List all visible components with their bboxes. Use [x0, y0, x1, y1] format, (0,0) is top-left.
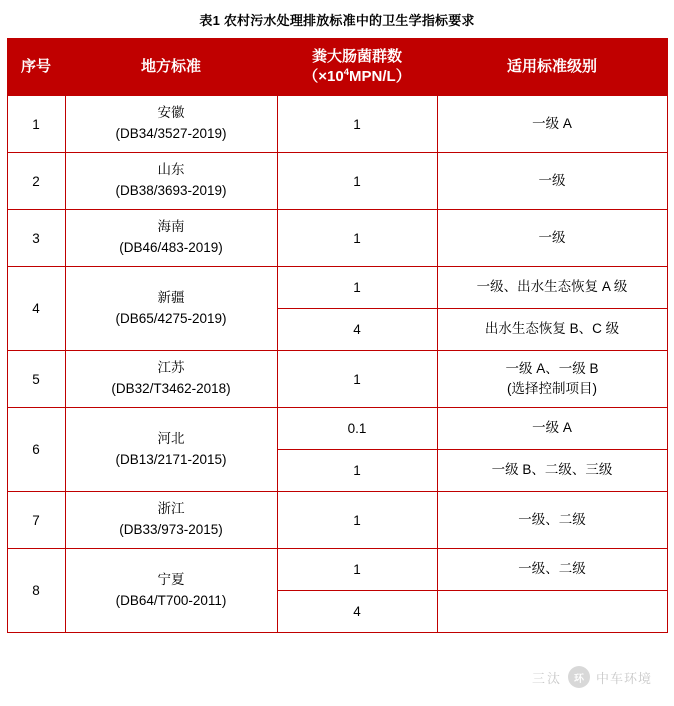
row-no: 5	[7, 351, 65, 408]
sanitary-indicator-table	[7, 38, 668, 633]
header-coliform-prefix: （×10	[303, 68, 344, 85]
row-region: 宁夏	[157, 571, 185, 587]
row-standard	[65, 96, 277, 153]
row-no: 7	[7, 492, 65, 549]
row-code: (DB65/4275-2019)	[115, 310, 227, 326]
row-coliform: 1	[277, 267, 437, 309]
row-region: 海南	[157, 219, 185, 235]
row-code: (DB38/3693-2019)	[115, 183, 227, 198]
row-code: (DB13/2171-2015)	[115, 451, 227, 467]
table-row	[7, 351, 667, 408]
row-code: (DB32/T3462-2018)	[111, 381, 231, 396]
row-code: (DB64/T700-2011)	[115, 592, 227, 608]
table-row	[7, 210, 667, 267]
row-no: 3	[7, 210, 65, 267]
table-row	[7, 96, 667, 153]
table-row	[7, 492, 667, 549]
header-coliform	[277, 39, 437, 96]
row-region: 浙江	[157, 501, 185, 517]
header-coliform-exponent: 4	[343, 67, 350, 78]
row-grade: 一级、出水生态恢复 A 级	[437, 267, 667, 309]
header-row	[7, 39, 667, 96]
table-caption: 表1 农村污水处理排放标准中的卫生学指标要求	[199, 13, 475, 28]
row-grade: 一级	[437, 210, 667, 267]
row-coliform: 4	[277, 591, 437, 633]
row-grade	[437, 351, 667, 408]
row-grade	[437, 591, 667, 633]
header-coliform-suffix: MPN/L）	[349, 68, 411, 85]
row-grade: 一级 A	[437, 96, 667, 153]
watermark-mark: 三汰	[531, 670, 562, 686]
row-no: 8	[7, 549, 65, 633]
watermark-logo-icon: 环	[568, 666, 590, 688]
row-coliform: 1	[277, 210, 437, 267]
row-grade: 一级、二级	[437, 492, 667, 549]
row-region: 安徽	[157, 105, 185, 121]
row-grade: 一级	[437, 153, 667, 210]
row-grade: 一级 B、二级、三级	[437, 450, 667, 492]
row-coliform: 1	[277, 450, 437, 492]
row-region: 山东	[157, 162, 185, 178]
row-coliform: 4	[277, 309, 437, 351]
row-grade-line1: 一级 A、一级 B	[505, 360, 599, 376]
row-region: 河北	[157, 430, 185, 446]
watermark	[532, 666, 652, 688]
row-grade-line2: (选择控制项目)	[507, 381, 597, 396]
row-standard	[65, 351, 277, 408]
header-standard: 地方标准	[65, 39, 277, 96]
row-coliform: 1	[277, 549, 437, 591]
row-region: 江苏	[157, 360, 185, 376]
row-code: (DB46/483-2019)	[119, 240, 223, 255]
row-no: 6	[7, 408, 65, 492]
row-standard	[65, 267, 277, 351]
row-standard	[65, 549, 277, 633]
row-standard	[65, 153, 277, 210]
watermark-text: 中车环境	[595, 670, 652, 686]
row-grade: 一级 A	[437, 408, 667, 450]
row-no: 4	[7, 267, 65, 351]
table-row	[7, 408, 667, 450]
row-coliform: 1	[277, 351, 437, 408]
row-no: 1	[7, 96, 65, 153]
row-coliform: 1	[277, 153, 437, 210]
row-no: 2	[7, 153, 65, 210]
row-standard	[65, 492, 277, 549]
header-coliform-line2	[278, 67, 437, 87]
table-row	[7, 549, 667, 591]
row-grade: 一级、二级	[437, 549, 667, 591]
row-region: 新疆	[157, 289, 185, 305]
table-row	[7, 153, 667, 210]
row-standard	[65, 210, 277, 267]
row-coliform: 0.1	[277, 408, 437, 450]
row-code: (DB34/3527-2019)	[115, 126, 227, 141]
table-row	[7, 267, 667, 309]
header-no: 序号	[7, 39, 65, 96]
row-coliform: 1	[277, 492, 437, 549]
table-body	[7, 96, 667, 633]
row-grade: 出水生态恢复 B、C 级	[437, 309, 667, 351]
header-coliform-line1: 粪大肠菌群数	[311, 47, 402, 65]
header-grade: 适用标准级别	[437, 39, 667, 96]
row-coliform: 1	[277, 96, 437, 153]
row-standard	[65, 408, 277, 492]
table-head	[7, 39, 667, 96]
row-code: (DB33/973-2015)	[119, 522, 223, 537]
